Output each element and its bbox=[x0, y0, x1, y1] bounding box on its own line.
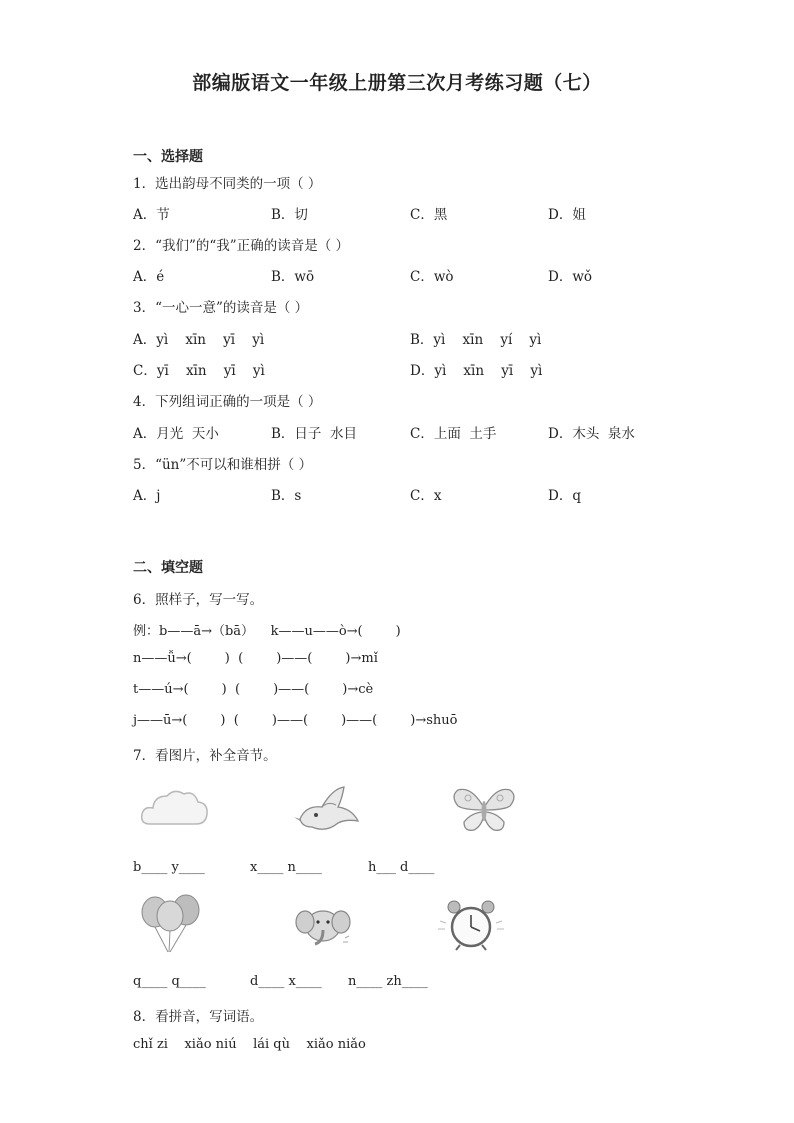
q8-pinyin: chǐ zi xiǎo niú lái qù xiǎo niǎo bbox=[133, 1037, 366, 1052]
question-8-stem: 8．看拼音，写词语。 bbox=[133, 1009, 264, 1025]
q4-option-d[interactable]: D．木头 泉水 bbox=[548, 426, 635, 442]
q2-option-b[interactable]: B．wō bbox=[271, 269, 315, 285]
alarm-clock-icon bbox=[436, 897, 506, 953]
cloud-icon bbox=[140, 786, 210, 830]
question-6-stem: 6．照样子，写一写。 bbox=[133, 592, 264, 608]
q5-option-a[interactable]: A．j bbox=[133, 488, 161, 504]
question-3-stem: 3．“一心一意”的读音是（ ） bbox=[133, 300, 309, 316]
bird-icon bbox=[292, 783, 362, 835]
elephant-icon bbox=[293, 902, 353, 948]
q5-option-b[interactable]: B．s bbox=[271, 488, 302, 504]
q3-option-b[interactable]: B．yì xīn yí yì bbox=[410, 332, 542, 348]
section-heading-choice: 一、选择题 bbox=[133, 149, 203, 165]
question-4-stem: 4．下列组词正确的一项是（ ） bbox=[133, 394, 322, 410]
q7-blank-cloud[interactable]: b____ y____ bbox=[133, 860, 205, 875]
question-1-stem: 1．选出韵母不同类的一项（ ） bbox=[133, 176, 322, 192]
q2-option-c[interactable]: C．wò bbox=[410, 269, 454, 285]
q5-option-c[interactable]: C．x bbox=[410, 488, 442, 504]
q5-option-d[interactable]: D．q bbox=[548, 488, 581, 504]
section-heading-fill: 二、填空题 bbox=[133, 560, 203, 576]
q1-option-a[interactable]: A．节 bbox=[133, 207, 170, 223]
question-7-stem: 7．看图片，补全音节。 bbox=[133, 748, 277, 764]
q6-example: 例：b——ā→（bā） k——u——ò→( ) bbox=[133, 624, 401, 639]
q3-option-c[interactable]: C．yī xīn yī yì bbox=[133, 363, 265, 379]
q7-blank-clock[interactable]: n____ zh____ bbox=[348, 974, 428, 989]
q2-option-d[interactable]: D．wǒ bbox=[548, 269, 593, 285]
balloons-icon bbox=[138, 892, 204, 954]
page-title: 部编版语文一年级上册第三次月考练习题（七） bbox=[192, 72, 602, 94]
q7-blank-elephant[interactable]: d____ x____ bbox=[250, 974, 322, 989]
q4-option-a[interactable]: A．月光 天小 bbox=[133, 426, 219, 442]
q6-line-3[interactable]: j——ū→( ) ( )——( )——( )→shuō bbox=[133, 713, 458, 728]
q1-option-b[interactable]: B．切 bbox=[271, 207, 308, 223]
q4-option-b[interactable]: B．日子 水目 bbox=[271, 426, 358, 442]
q3-option-d[interactable]: D．yì xīn yī yì bbox=[410, 363, 543, 379]
question-2-stem: 2．“我们”的“我”正确的读音是（ ） bbox=[133, 238, 349, 254]
q7-blank-balloons[interactable]: q____ q____ bbox=[133, 974, 206, 989]
butterfly-icon bbox=[450, 782, 518, 836]
q6-line-1[interactable]: n——ǚ→( ) ( )——( )→mǐ bbox=[133, 651, 378, 666]
q1-option-c[interactable]: C．黑 bbox=[410, 207, 448, 223]
q4-option-c[interactable]: C．上面 土手 bbox=[410, 426, 497, 442]
question-5-stem: 5．“ün”不可以和谁相拼（ ） bbox=[133, 457, 313, 473]
q1-option-d[interactable]: D．姐 bbox=[548, 207, 586, 223]
q7-blank-bird[interactable]: x____ n____ bbox=[250, 860, 322, 875]
q6-line-2[interactable]: t——ú→( ) ( )——( )→cè bbox=[133, 682, 374, 697]
q3-option-a[interactable]: A．yì xīn yī yì bbox=[133, 332, 265, 348]
q2-option-a[interactable]: A．é bbox=[133, 269, 165, 285]
q7-blank-butterfly[interactable]: h___ d____ bbox=[368, 860, 435, 875]
